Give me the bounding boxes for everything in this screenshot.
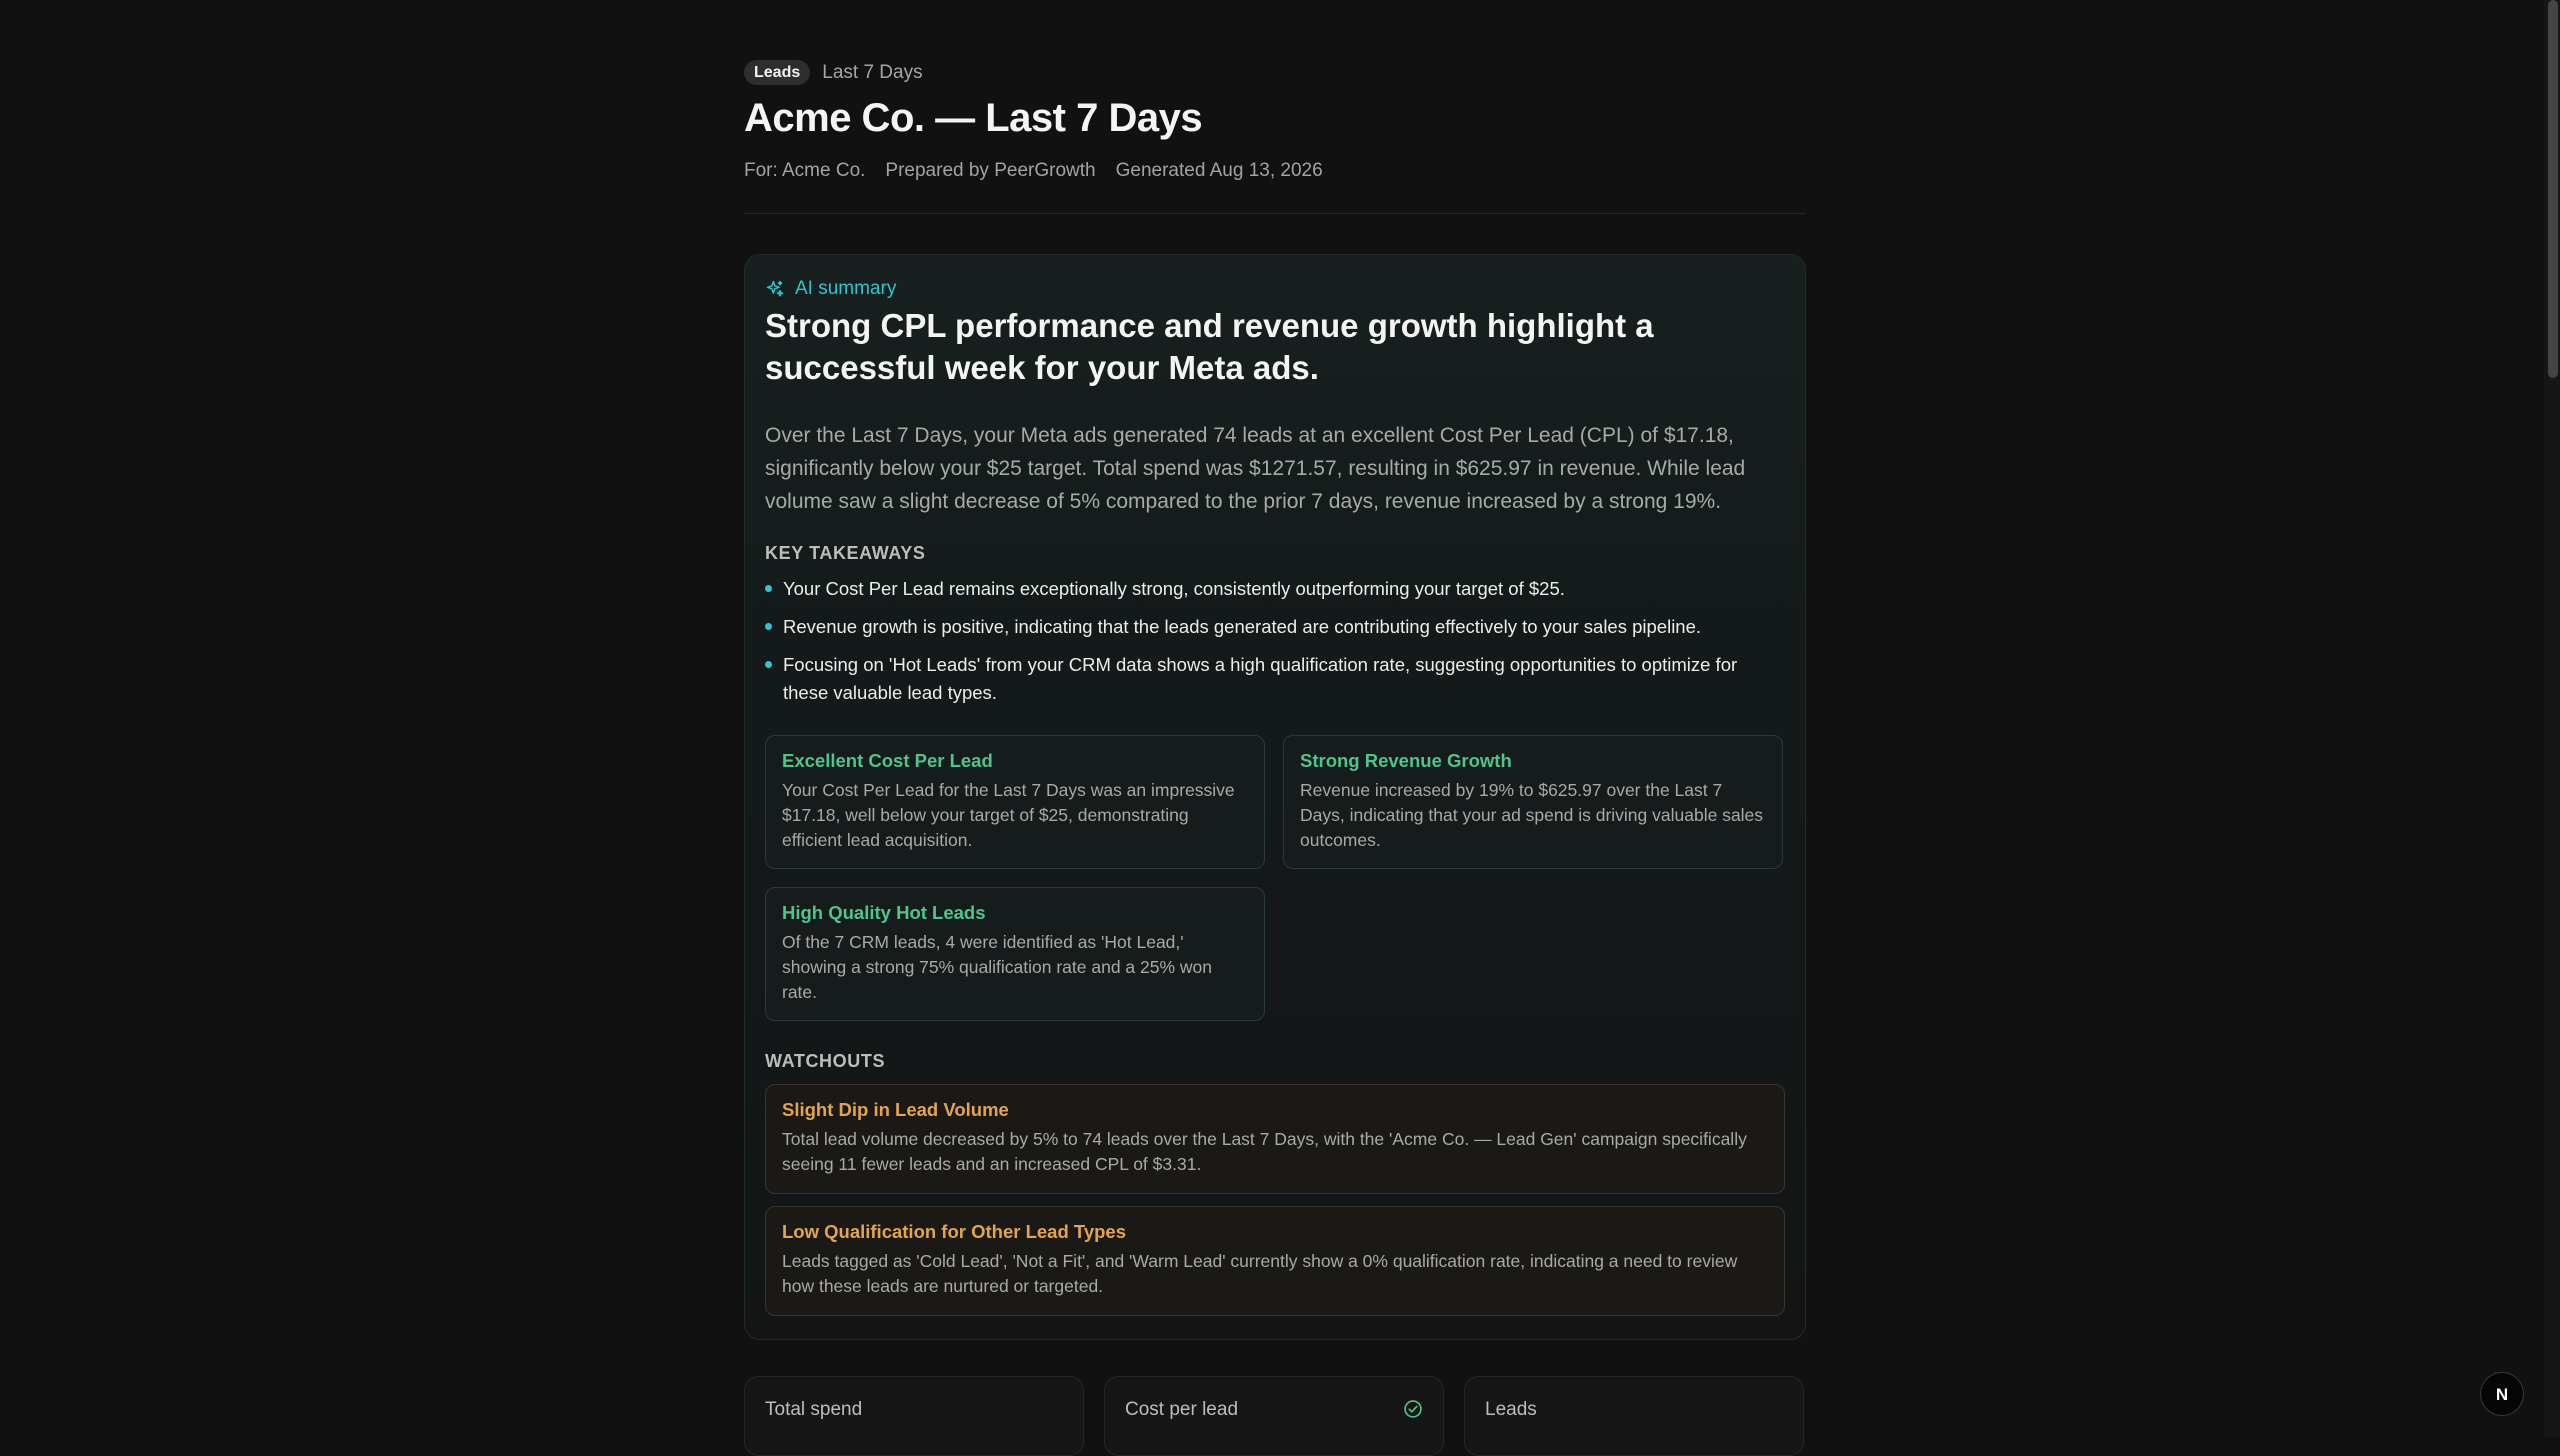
highlight-card — [765, 887, 1265, 1021]
metric-card-cost-per-lead[interactable] — [1104, 1376, 1444, 1456]
meta-prepared: Prepared by PeerGrowth — [885, 160, 1096, 181]
takeaway-text: Revenue growth is positive, indicating that the leads generated are contributing effectively to your sales pipeline. — [783, 616, 1702, 637]
metric-card-total-spend[interactable] — [744, 1376, 1084, 1456]
next-logo-button[interactable] — [2480, 1372, 2524, 1416]
report-meta — [744, 160, 1323, 182]
date-range-label: Last 7 Days — [822, 61, 923, 83]
metric-label: Leads — [1485, 1399, 1537, 1420]
sparkles-icon — [765, 279, 785, 299]
takeaway-text: Your Cost Per Lead remains exceptionally strong, consistently outperforming your target of $25. — [783, 578, 1565, 599]
metric-card-leads[interactable] — [1464, 1376, 1804, 1456]
bullet-dot — [765, 585, 772, 592]
ai-summary-text: AI summary — [795, 278, 897, 299]
page-title: Acme Co. — Last 7 Days — [744, 96, 1203, 140]
report-type-badge: Leads — [744, 60, 810, 85]
ai-summary-card — [744, 254, 1806, 1340]
key-takeaways-heading: KEY TAKEAWAYS — [765, 543, 926, 563]
bullet-dot — [765, 623, 772, 630]
n-logo-icon — [2491, 1383, 2513, 1405]
takeaway-item — [765, 613, 1785, 641]
takeaway-item — [765, 575, 1785, 603]
takeaway-item — [765, 651, 1785, 707]
scrollbar-thumb[interactable] — [2548, 0, 2558, 378]
header-divider — [744, 213, 1806, 214]
highlight-card — [1283, 735, 1783, 869]
watchout-body: Total lead volume decreased by 5% to 74 leads over the Last 7 Days, with the 'Acme Co. — Lead Gen' campaign specifically seeing 11 fewer leads and an increased CPL of $3.31. — [782, 1129, 1747, 1174]
watchout-body: Leads tagged as 'Cold Lead', 'Not a Fit', and 'Warm Lead' currently show a 0% qualification rate, indicating a need to review how these leads are nurtured or targeted. — [782, 1251, 1738, 1296]
metric-label: Total spend — [765, 1399, 863, 1420]
highlight-body: Revenue increased by 19% to $625.97 over the Last 7 Days, indicating that your ad spend is driving valuable sales outcomes. — [1300, 780, 1764, 850]
watchout-card — [765, 1084, 1785, 1194]
highlight-card — [765, 735, 1265, 869]
highlight-body: Your Cost Per Lead for the Last 7 Days was an impressive $17.18, well below your target of $25, demonstrating efficient lead acquisition. — [782, 780, 1235, 850]
watchouts-heading: WATCHOUTS — [765, 1051, 886, 1071]
fab-glyph: N — [2495, 1385, 2509, 1404]
watchout-card — [765, 1206, 1785, 1316]
summary-overview: Over the Last 7 Days, your Meta ads generated 74 leads at an excellent Cost Per Lead (CPL) of $17.18, significantly below your $25 target. Total spend was $1271.57, resulting in $625.97 in revenue. While lead volume saw a slight decrease of 5% compared to the prior 7 days, revenue increased by a strong 19%. — [765, 424, 1746, 513]
scrollbar[interactable] — [2544, 0, 2560, 1437]
bullet-dot — [765, 661, 772, 668]
metric-label: Cost per lead — [1125, 1399, 1239, 1420]
meta-for: For: Acme Co. — [744, 160, 866, 181]
watchout-title: Slight Dip in Lead Volume — [782, 1099, 1009, 1120]
watchout-title: Low Qualification for Other Lead Types — [782, 1221, 1127, 1242]
takeaway-text: Focusing on 'Hot Leads' from your CRM data shows a high qualification rate, suggesting opportunities to optimize for these valuable lead types. — [783, 654, 1738, 703]
key-takeaways-list — [765, 575, 1785, 717]
highlight-title: Excellent Cost Per Lead — [782, 750, 993, 771]
breadcrumb — [744, 60, 923, 85]
highlight-body: Of the 7 CRM leads, 4 were identified as 'Hot Lead,' showing a strong 75% qualification rate and a 25% won rate. — [782, 932, 1212, 1002]
highlight-title: Strong Revenue Growth — [1300, 750, 1512, 771]
check-circle-icon — [1403, 1399, 1423, 1419]
ai-summary-label — [765, 278, 896, 300]
highlight-title: High Quality Hot Leads — [782, 902, 986, 923]
summary-headline: Strong CPL performance and revenue growth highlight a successful week for your Meta ads. — [765, 307, 1654, 386]
meta-generated: Generated Aug 13, 2026 — [1115, 160, 1323, 181]
